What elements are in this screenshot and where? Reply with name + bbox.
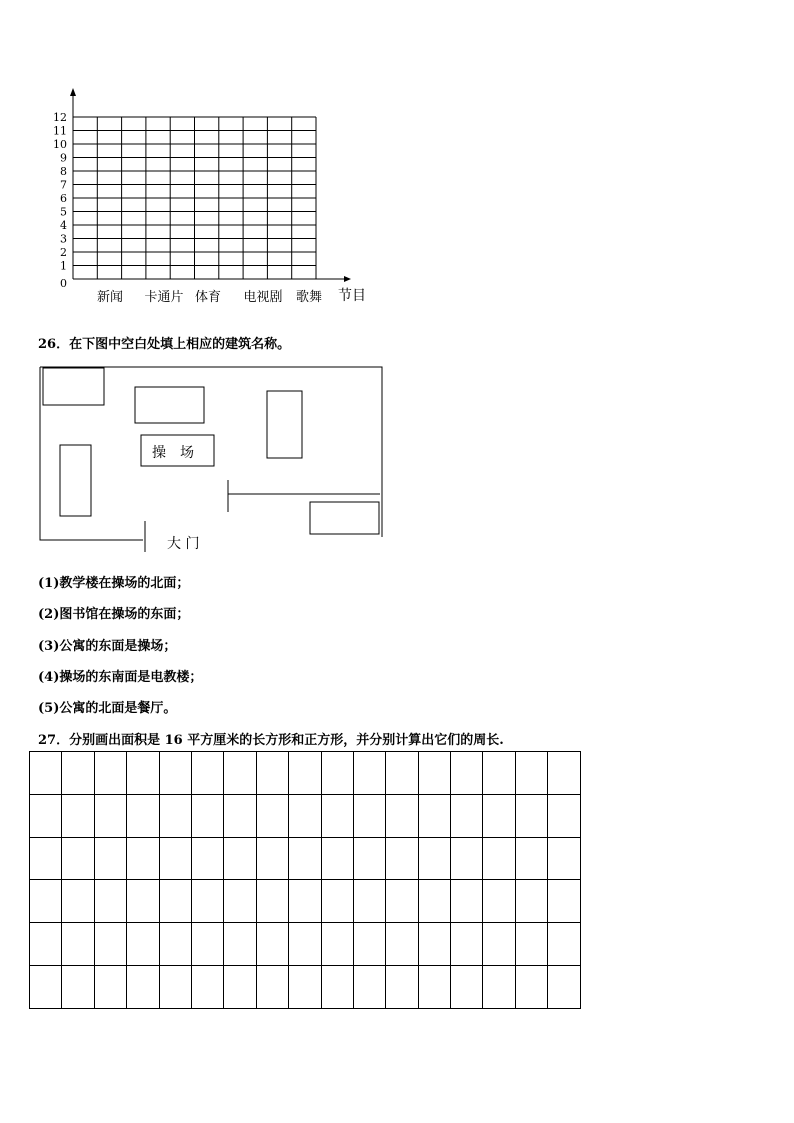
x-category-label: 卡通片 [144,290,184,305]
grid-cell [159,880,191,923]
y-tick-label: 10 [53,138,67,151]
grid-cell [386,923,418,966]
grid-cell [256,880,288,923]
grid-cell [256,794,288,837]
grid-cell [256,837,288,880]
y-tick-label: 5 [60,205,67,219]
grid-cell [515,965,547,1008]
grid-cell [191,794,223,837]
grid-cell [224,880,256,923]
x-category-label: 体育 [194,290,222,305]
grid-cell [289,837,321,880]
y-tick-label: 1 [60,259,67,273]
grid-cell [418,837,450,880]
statement-4: (4)操场的东南面是电教楼； [38,670,203,685]
grid-cell [515,794,547,837]
grid-cell [94,880,126,923]
grid-cell [94,837,126,880]
y-tick-label: 12 [53,111,67,124]
grid-cell [62,794,94,837]
gate-label: 大 门 [167,536,200,552]
grid-cell [224,923,256,966]
grid-cell [30,880,62,923]
grid-cell [289,752,321,795]
grid-row [30,923,581,966]
grid-cell [353,923,385,966]
grid-cell [451,965,483,1008]
grid-cell [321,752,353,795]
question-26-prompt: 在下图中空白处填上相应的建筑名称。 [69,337,291,352]
grid-cell [224,752,256,795]
grid-cell [127,837,159,880]
grid-cell [94,794,126,837]
grid-cell [30,752,62,795]
grid-cell [191,965,223,1008]
statement-2: (2)图书馆在操场的东面； [38,607,190,622]
grid-cell [191,923,223,966]
grid-cell [515,752,547,795]
grid-cell [321,837,353,880]
building-blank-southeast [310,502,379,534]
grid-cell [483,923,515,966]
grid-cell [353,965,385,1008]
grid-cell [256,923,288,966]
grid-cell [62,752,94,795]
grid-cell [289,965,321,1008]
y-tick-label: 11 [53,124,67,138]
statement-1: (1)教学楼在操场的北面； [38,576,190,591]
grid-cell [321,965,353,1008]
question-27 [38,729,504,748]
grid-cell [289,923,321,966]
grid-cell [451,923,483,966]
building-blank-east [267,391,302,458]
x-category-label: 新闻 [96,290,124,305]
grid-cell [62,923,94,966]
y-tick-label: 8 [60,165,67,178]
grid-cell [483,880,515,923]
question-27-prompt: 分别画出面积是 16 平方厘米的长方形和正方形，并分别计算出它们的周长. [69,733,504,748]
grid-cell [451,794,483,837]
grid-cell [386,880,418,923]
grid-cell [30,923,62,966]
grid-cell [548,880,580,923]
grid-cell [515,923,547,966]
grid-cell [418,880,450,923]
question-26-number: 26． [38,337,70,352]
y-tick-label: 4 [60,219,67,232]
grid-cell [418,752,450,795]
playground-label: 操 场 [152,445,194,461]
x-category-label: 电视剧 [243,290,283,305]
grid-cell [353,794,385,837]
grid-cell [62,880,94,923]
grid-cell [353,837,385,880]
grid-cell [127,880,159,923]
drawing-grid [29,751,581,1009]
grid-cell [548,923,580,966]
grid-cell [515,880,547,923]
grid-cell [483,752,515,795]
grid-row [30,880,581,923]
grid-cell [321,880,353,923]
grid-cell [353,752,385,795]
grid-row [30,752,581,795]
grid-cell [256,752,288,795]
grid-cell [30,837,62,880]
grid-cell [224,965,256,1008]
grid-cell [159,794,191,837]
grid-cell [321,923,353,966]
grid-cell [548,794,580,837]
grid-cell [451,837,483,880]
grid-cell [191,837,223,880]
grid-cell [321,794,353,837]
grid-cell [548,752,580,795]
grid-cell [94,752,126,795]
grid-row [30,965,581,1008]
grid-row [30,837,581,880]
grid-cell [483,965,515,1008]
y-tick-label: 2 [60,246,67,259]
question-27-number: 27． [38,733,70,748]
grid-cell [62,965,94,1008]
y-tick-label: 3 [60,232,67,246]
grid-cell [30,794,62,837]
grid-cell [191,880,223,923]
grid-cell [386,752,418,795]
grid-cell [127,752,159,795]
grid-cell [159,965,191,1008]
grid-cell [548,837,580,880]
grid-cell [289,794,321,837]
grid-cell [159,923,191,966]
x-category-label: 歌舞 [295,290,323,305]
grid-row [30,794,581,837]
grid-cell [386,794,418,837]
grid-cell [418,965,450,1008]
grid-cell [256,965,288,1008]
grid-cell [451,752,483,795]
grid-cell [386,837,418,880]
grid-cell [62,837,94,880]
grid-cell [127,965,159,1008]
x-axis-title: 节目 [338,288,366,304]
campus-map [0,0,794,560]
grid-cell [191,752,223,795]
y-tick-label: 0 [60,277,67,290]
grid-cell [515,837,547,880]
y-tick-label: 7 [60,178,67,192]
grid-cell [418,923,450,966]
grid-cell [353,880,385,923]
grid-cell [127,923,159,966]
grid-cell [483,794,515,837]
grid-cell [224,837,256,880]
grid-cell [386,965,418,1008]
grid-cell [483,837,515,880]
building-blank-northwest [43,368,104,405]
grid-cell [94,923,126,966]
building-blank-west [60,445,91,516]
y-tick-label: 6 [60,192,67,205]
grid-cell [159,837,191,880]
grid-cell [94,965,126,1008]
building-blank-north [135,387,204,423]
statement-5: (5)公寓的北面是餐厅。 [38,701,177,716]
grid-cell [30,965,62,1008]
grid-cell [224,794,256,837]
grid-cell [127,794,159,837]
grid-cell [289,880,321,923]
grid-cell [418,794,450,837]
grid-cell [451,880,483,923]
grid-cell [159,752,191,795]
y-tick-label: 9 [60,151,67,165]
statement-3: (3)公寓的东面是操场； [38,639,177,654]
grid-cell [548,965,580,1008]
